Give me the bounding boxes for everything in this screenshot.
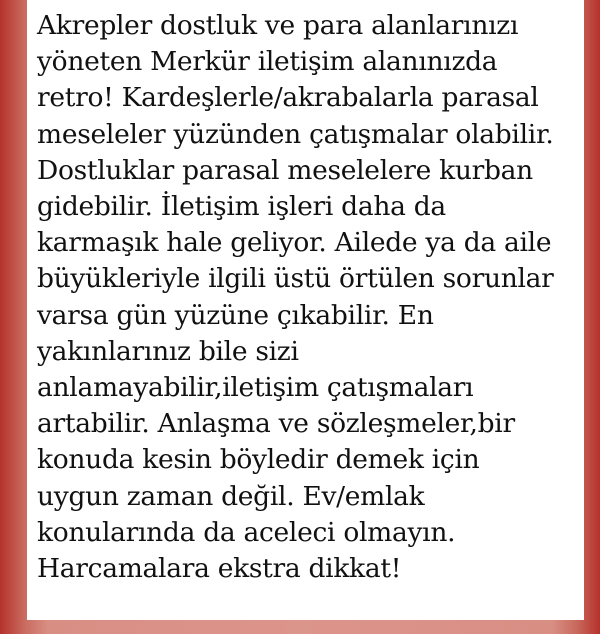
text-line-8: büyükleriyle ilgili üstü örtülen sorunlar <box>37 263 554 295</box>
text-line-13: konuda kesin böyledir demek için <box>37 444 480 476</box>
text-line-10: yakınlarınız bile sizi <box>37 335 299 367</box>
text-line-1: Akrepler dostluk ve para alanlarınızı <box>37 10 519 41</box>
text-line-5: Dostluklar parasal meselelere kurban <box>37 154 533 186</box>
text-line-15: konularında da aceleci olmayın. <box>37 516 456 548</box>
text-line-2: yöneten Merkür iletişim alanınızda <box>37 46 498 78</box>
text-line-14: uygun zaman değil. Ev/emlak <box>37 480 425 512</box>
text-line-7: karmaşık hale geliyor. Ailede ya da aile <box>37 227 552 259</box>
text-line-3: retro! Kardeşlerle/akrabalarla parasal <box>37 82 539 114</box>
text-line-6: gidebilir. İletişim işleri daha da <box>37 191 446 223</box>
text-line-9: varsa gün yüzüne çıkabilir. En <box>37 299 434 331</box>
text-card <box>27 0 584 620</box>
text-line-16: Harcamalara ekstra dikkat! <box>37 553 402 585</box>
text-line-11: anlamayabilir,iletişim çatışmaları <box>37 372 474 404</box>
text-line-4: meseleler yüzünden çatışmalar olabilir. <box>37 118 554 150</box>
text-line-12: artabilir. Anlaşma ve sözleşmeler,bir <box>37 408 515 440</box>
